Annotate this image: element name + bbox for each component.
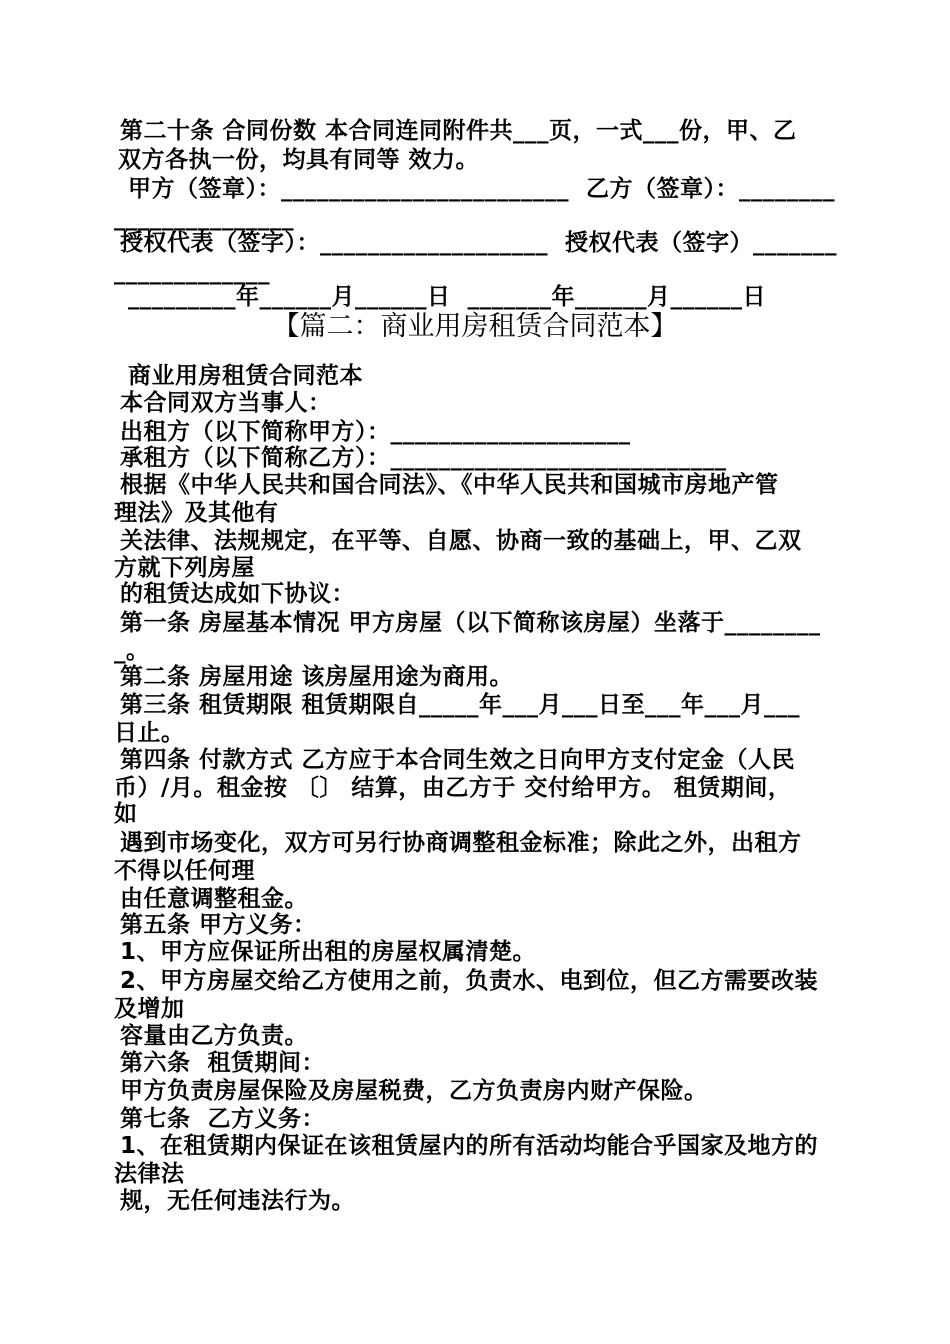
legal-basis-line-3: 关法律、法规规定，在平等、自愿、协商一致的基础上，甲、乙双 xyxy=(120,528,802,554)
article-6-body: 甲方负责房屋保险及房屋税费，乙方负责房内财产保险。 xyxy=(120,1078,708,1104)
article-7-heading: 第七条 乙方义务： xyxy=(120,1106,326,1132)
article-3-line-1: 第三条 租赁期限 租赁期限自_____年___月___日至___年___月___ xyxy=(120,692,801,718)
signature-line: 甲方（签章）：________________________ 乙方（签章）：________ xyxy=(128,176,836,202)
representative-line: 授权代表（签字）：___________________ 授权代表（签字）_______ xyxy=(120,230,838,256)
article-6-heading: 第六条 租赁期间： xyxy=(120,1050,326,1076)
article-7-item-1-line-1: 1、在租赁期内保证在该租赁屋内的所有活动均能合乎国家及地方的 xyxy=(120,1133,819,1159)
date-line: _________年______月______日 _______年______月______日 xyxy=(128,284,767,310)
article-4-line-3: 如 xyxy=(114,801,138,827)
article-4-line-4: 遇到市场变化，双方可另行协商调整租金标准；除此之外，出租方 xyxy=(120,830,802,856)
representative-line-continued: _____________ xyxy=(114,259,270,285)
article-5-item-2-line-1: 2、甲方房屋交给乙方使用之前，负责水、电到位，但乙方需要改装 xyxy=(120,968,819,994)
legal-basis-line-1: 根据《中华人民共和国合同法》、《中华人民共和国城市房地产管 xyxy=(120,472,779,498)
article-5-item-2-line-2: 及增加 xyxy=(114,996,185,1022)
article-5-heading: 第五条 甲方义务： xyxy=(120,912,317,938)
legal-basis-line-5: 的租赁达成如下协议： xyxy=(120,581,355,607)
lessee-line: 承租方（以下简称乙方）：____________________________ xyxy=(120,445,727,471)
article-4-line-5: 不得以任何理 xyxy=(114,858,255,884)
article-20-line-2: 双方各执一份，均具有同等 效力。 xyxy=(118,147,480,173)
article-4-line-6: 由任意调整租金。 xyxy=(120,886,308,912)
section-title: 【篇二：商业用房租赁合同范本】 xyxy=(272,311,678,342)
article-3-line-2: 日止。 xyxy=(114,720,185,746)
legal-basis-line-4: 方就下列房屋 xyxy=(114,555,255,581)
article-1-line-1: 第一条 房屋基本情况 甲方房屋（以下简称该房屋）坐落于________ xyxy=(120,610,821,636)
article-7-item-1-line-2: 法律法 xyxy=(114,1161,185,1187)
legal-basis-line-2: 理法》及其他有 xyxy=(114,500,279,526)
article-20-line-1: 第二十条 合同份数 本合同连同附件共___页，一式___份，甲、乙 xyxy=(120,118,797,144)
article-2: 第二条 房屋用途 该房屋用途为商用。 xyxy=(120,664,514,690)
article-7-item-1-line-3: 规，无任何违法行为。 xyxy=(120,1188,355,1214)
article-4-line-1: 第四条 付款方式 乙方应于本合同生效之日向甲方支付定金（人民 xyxy=(120,747,796,773)
lessor-line: 出租方（以下简称甲方）：____________________ xyxy=(120,419,631,445)
contract-title: 商业用房租赁合同范本 xyxy=(128,363,363,389)
article-4-line-2: 币）/月。租金按 〔〕 结算，由乙方于 交付给甲方。 租赁期间， xyxy=(114,775,792,801)
article-1-line-2: _。 xyxy=(114,638,150,664)
article-5-item-1: 1、甲方应保证所出租的房屋权属清楚。 xyxy=(120,939,537,965)
article-5-item-2-line-3: 容量由乙方负责。 xyxy=(120,1023,308,1049)
parties-intro: 本合同双方当事人： xyxy=(120,390,332,416)
signature-line-continued: _______________ xyxy=(114,205,294,231)
